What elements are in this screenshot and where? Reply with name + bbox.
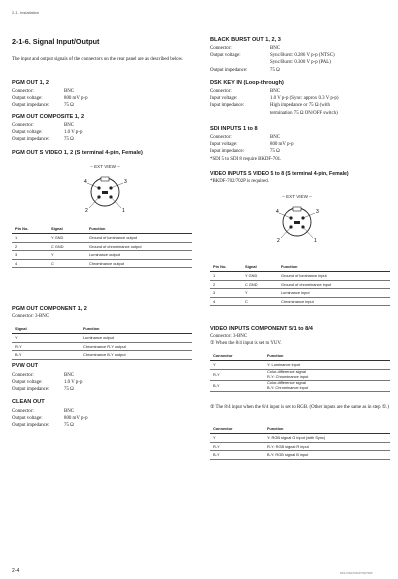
spec-row [210,67,390,74]
spec-value: BNC [64,89,75,94]
table-row [210,289,390,298]
spec-row [210,88,390,95]
table-cell: B-Y [12,351,80,360]
pgm-out-composite-specs [12,122,187,144]
spec-key: Output impedance: [210,67,248,73]
table-row [12,259,192,268]
spec-row [210,95,390,102]
column-header: Function [86,224,192,234]
spec-key: Output voltage: [210,53,241,59]
spec-row [12,102,187,109]
spec-value: 1.0 V p-p [64,380,83,386]
table-cell: Luminance output [86,251,192,260]
pin-label: 4 [276,209,279,215]
table-cell: Y: RGB signal G input (with Sync) [264,434,390,443]
table-cell: Ground of chrominance output [86,242,192,251]
spec-key: Output voltage: [12,96,43,102]
spec-row [12,122,187,129]
video-inputs-svideo-heading: VIDEO INPUTS S VIDEO 5 to 8 (S terminal 4-pin, Female) [210,171,349,177]
spec-value: High impedance or 75 Ω (with [270,103,330,109]
table-cell: 3 [12,251,48,260]
pin-label: 1 [122,208,125,214]
table-row [12,342,192,351]
table-row [210,451,390,460]
black-burst-specs [210,45,390,74]
spec-key: Input voltage: [210,96,238,102]
table-cell: Chrominance output [86,259,192,268]
table-header-row [12,224,192,234]
spec-row [12,129,187,136]
table-row [210,280,390,289]
table-cell: 1 [12,234,48,243]
document-code: DFS-700A/700AP/700/700P [340,572,373,575]
table-header-row [210,262,390,272]
video-inputs-component-connector: Connector: 3-BNC [210,334,248,339]
spec-key: Connector: [210,89,232,94]
spec-value: 75 Ω [64,137,74,143]
spec-row [210,102,390,109]
table-cell: R-Y [210,369,264,380]
spec-value: BNC [270,46,281,51]
table-row [210,297,390,306]
table-cell: Ground of luminance output [86,234,192,243]
table-header-row [210,424,390,434]
column-header: Connector [210,424,264,434]
table-cell: Y GND [48,234,86,243]
ext-view-label: – EXT VIEW – [90,164,120,169]
table-cell-multiline: Color-difference signal R-Y: Chrominance input [264,369,390,380]
column-header: Signal [242,262,278,272]
table-row [210,442,390,451]
pgm-out-component-table [12,324,192,360]
spec-value: BNC [270,89,281,94]
pgm-out-specs [12,88,187,110]
s-video-connector-diagram [262,190,332,246]
table-cell: 4 [210,297,242,306]
clean-out-specs [12,408,187,430]
table-cell: C GND [48,242,86,251]
spec-key: Output voltage: [12,380,43,386]
pgm-out-heading: PGM OUT 1, 2 [12,80,49,86]
table-cell: Luminance output [80,334,192,343]
spec-key: Output impedance: [12,103,50,109]
pgm-out-component-connector: Connector: 3-BNC [12,314,50,319]
table-cell: R-Y [210,442,264,451]
spec-key: Connector: [12,409,34,414]
table-cell: 1 [210,272,242,281]
pvw-out-specs [12,372,187,394]
ext-view-label: – EXT VIEW – [282,194,312,199]
video-inputs-svideo-pin-table [210,262,390,306]
column-header: Function [80,324,192,334]
video-inputs-component-heading: VIDEO INPUTS COMPONENT 5/1 to 8/4 [210,326,313,332]
table-cell: Chrominance B-Y output [80,351,192,360]
table-cell: Luminance input [278,289,390,298]
spec-row [210,52,390,59]
spec-value: 75 Ω [64,423,74,429]
table-cell: Y [12,334,80,343]
pin-label: 3 [124,179,127,185]
spec-value: 75 Ω [270,67,280,73]
table-cell: Chrominance input [278,297,390,306]
table-row [12,242,192,251]
table-row [12,234,192,243]
sdi-inputs-heading: SDI INPUTS 1 to 8 [210,126,258,132]
spec-key: Connector: [210,46,232,51]
spec-row [210,148,390,155]
spec-row [210,59,390,66]
step-two-text: ② The 8/4 input when the 8/4 input is set to RGB. (Other inputs are the same as in step ①.) [210,405,390,410]
table-row [210,361,390,370]
spec-key: Input impedance: [210,103,245,109]
component-yuv-table [210,351,390,392]
spec-key: Connector: [210,135,232,140]
table-cell: Y [242,289,278,298]
table-cell: C [48,259,86,268]
pvw-out-heading: PVW OUT [12,363,39,369]
spec-value: Sync/Burst: 0.286 V p-p (NTSC) [270,53,335,59]
table-cell: B-Y [210,380,264,391]
spec-value: termination 75 Ω ON/OFF switch) [270,110,338,116]
dsk-key-in-specs [210,88,390,117]
clean-out-heading: CLEAN OUT [12,399,45,405]
table-cell: Y [210,361,264,370]
spec-value: BNC [64,373,75,378]
spec-key: Input voltage: [210,142,238,148]
table-cell: B-Y [210,451,264,460]
table-row [210,369,390,380]
table-cell: Chrominance R-Y output [80,342,192,351]
table-cell: Y: Luminance input [264,361,390,370]
spec-key: Connector: [12,373,34,378]
pin-label: 3 [316,209,319,215]
table-cell: C GND [242,280,278,289]
table-cell: R-Y [12,342,80,351]
table-row [210,434,390,443]
spec-row [12,372,187,379]
spec-value: 1.0 V p-p [64,130,83,136]
spec-value: BNC [64,123,75,128]
pin-label: 4 [84,179,87,185]
center-block-icon [294,221,300,224]
spec-key: Output voltage: [12,416,43,422]
pin-label: 2 [277,238,280,244]
spec-value: BNC [64,409,75,414]
spec-key: Output impedance: [12,423,50,429]
table-row [210,272,390,281]
spec-row [12,408,187,415]
pgm-out-composite-heading: PGM OUT COMPOSITE 1, 2 [12,114,85,120]
column-header: Signal [12,324,80,334]
spec-row [12,386,187,393]
table-cell: Ground of chrominance input [278,280,390,289]
column-header: Pin No. [12,224,48,234]
spec-value: 800 mV p-p [64,416,88,422]
spec-key: Output voltage: [12,130,43,136]
column-header: Function [264,351,390,361]
table-cell: Y GND [242,272,278,281]
column-header: Function [264,424,390,434]
connector-key-icon [101,177,109,181]
spec-row [210,141,390,148]
pin-label: 1 [314,238,317,244]
pgm-out-component-heading: PGM OUT COMPONENT 1, 2 [12,306,87,312]
table-cell: C [242,297,278,306]
spec-key: Output impedance: [12,137,50,143]
sdi-inputs-note: *SDI 5 to SDI 8 require BKDF-701. [210,157,282,162]
spec-row [210,45,390,52]
section-title: 2-1-6. Signal Input/Output [12,37,100,46]
spec-value: 800 mV p-p [270,142,294,148]
table-cell: 2 [210,280,242,289]
spec-row [12,136,187,143]
black-burst-heading: BLACK BURST OUT 1, 2, 3 [210,37,281,43]
table-cell: Y [48,251,86,260]
spec-row [12,422,187,429]
spec-row [12,415,187,422]
step-one-text: ① When the 8/4 input is set to YUV. [210,341,282,346]
table-header-row [210,351,390,361]
column-header: Connector [210,351,264,361]
spec-value: BNC [270,135,281,140]
spec-value: 75 Ω [64,103,74,109]
spec-key: Connector: [12,123,34,128]
spec-row [210,134,390,141]
spec-row [12,95,187,102]
table-cell: 3 [210,289,242,298]
table-cell-multiline: Color-difference signal B-Y: Chrominance input [264,380,390,391]
table-cell: Ground of luminance input [278,272,390,281]
table-row [12,251,192,260]
spec-row [210,110,390,117]
table-row [12,334,192,343]
pgm-out-svideo-pin-table [12,224,192,268]
sdi-inputs-specs [210,134,390,156]
connector-key-icon [293,207,301,211]
page-number: 2-4 [12,568,20,574]
table-header-row [12,324,192,334]
component-rgb-table [210,424,390,460]
table-row [210,380,390,391]
spec-key: Connector: [12,89,34,94]
video-inputs-svideo-note: *BKDF-702/702P is required. [210,179,269,184]
spec-key: Output impedance: [12,387,50,393]
pin-label: 2 [85,208,88,214]
column-header: Pin No. [210,262,242,272]
spec-value: 1.0 V p-p (Sync: approx 0.3 V p-p) [270,96,339,102]
spec-row [12,379,187,386]
column-header: Signal [48,224,86,234]
spec-value: 800 mV p-p [64,96,88,102]
running-header: 2-1. Installation [12,10,40,15]
spec-key: Input impedance: [210,149,245,155]
table-row [12,351,192,360]
pgm-out-svideo-heading: PGM OUT S VIDEO 1, 2 (S terminal 4-pin, Female) [12,150,143,156]
table-cell: R-Y: RGB signal R input [264,442,390,451]
intro-paragraph: The input and output signals of the connectors on the rear panel are as described below. [12,57,184,62]
spec-row [12,88,187,95]
dsk-key-in-heading: DSK KEY IN (Loop-through) [210,80,284,86]
table-cell: 2 [12,242,48,251]
column-header: Function [278,262,390,272]
spec-value: 75 Ω [64,387,74,393]
table-cell: Y [210,434,264,443]
spec-value: 75 Ω [270,149,280,155]
table-cell: B-Y: RGB signal B input [264,451,390,460]
table-cell: 4 [12,259,48,268]
center-block-icon [102,191,108,194]
spec-value: Sync/Burst: 0.300 V p-p (PAL) [270,60,331,66]
s-video-connector-diagram [70,160,140,216]
